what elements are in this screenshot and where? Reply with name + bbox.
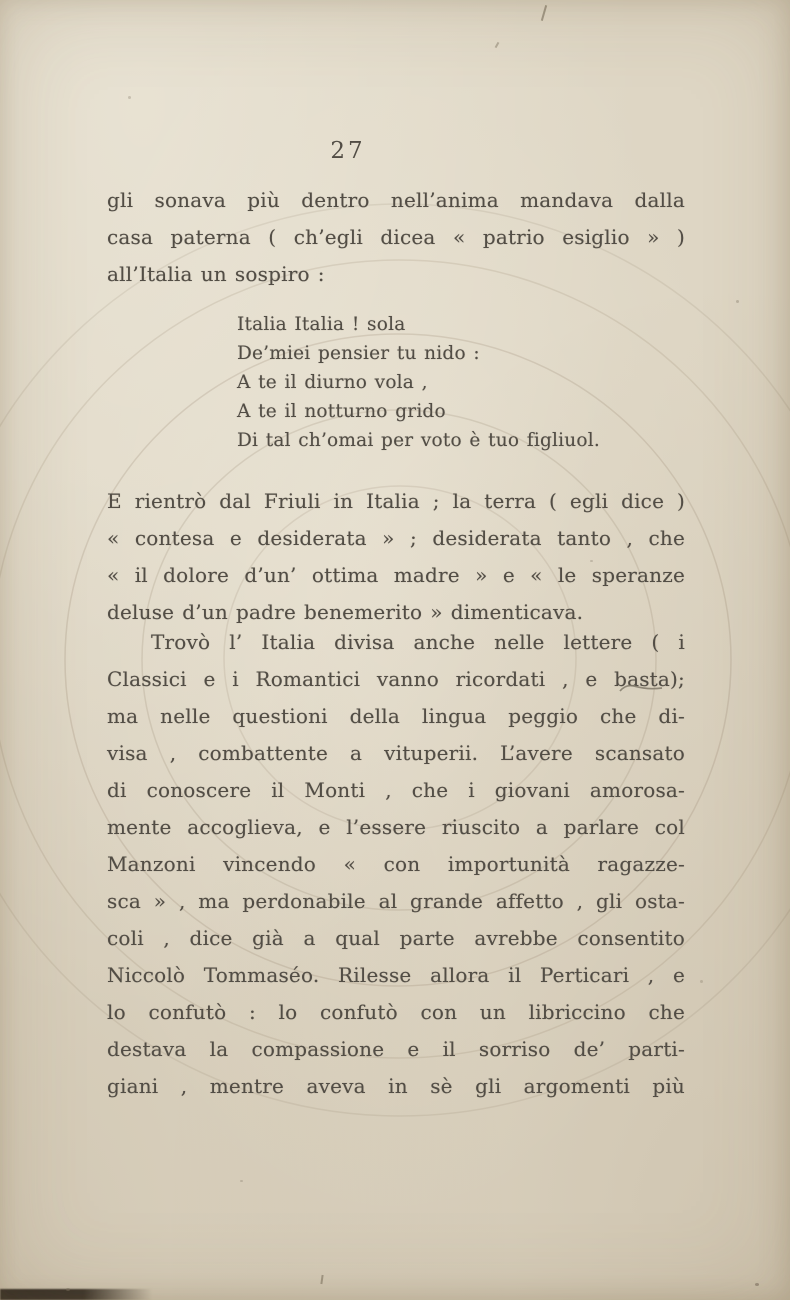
text-line: deluse d’un padre benemerito » dimenticava. — [107, 600, 584, 624]
paragraph-2 — [107, 483, 685, 631]
text-line: coli , dice già a qual parte avrebbe consentito — [107, 926, 685, 950]
text-line: di conoscere il Monti , che i giovani amorosa- — [107, 778, 685, 802]
paper-speck — [128, 96, 131, 99]
paper-speck — [541, 5, 547, 21]
text-line: Trovò l’ Italia divisa anche nelle lettere ( i — [151, 630, 685, 654]
text-line: all’Italia un sospiro : — [107, 262, 325, 286]
paper-speck — [495, 42, 500, 48]
paper-speck — [700, 980, 703, 983]
poem-line: Di tal ch’omai per voto è tuo figliuol. — [237, 430, 600, 451]
text-line: Niccolò Tommaséo. Rilesse allora il Perticari , e — [107, 963, 685, 987]
paper-speck — [240, 1180, 243, 1182]
poem-line: Italia Italia ! sola — [237, 314, 406, 335]
paper-speck — [590, 560, 593, 562]
poem-quote — [237, 310, 657, 455]
paper-speck — [755, 1283, 759, 1286]
paper-speck — [66, 1288, 70, 1291]
text-line: lo confutò : lo confutò con un libriccino che — [107, 1000, 685, 1024]
text-line: destava la compassione e il sorriso de’ parti- — [107, 1037, 685, 1061]
text-line: ma nelle questioni della lingua peggio che di- — [107, 704, 685, 728]
text-line: visa , combattente a vituperii. L’avere scansato — [107, 741, 685, 765]
text-line: giani , mentre aveva in sè gli argomenti più — [107, 1074, 685, 1098]
text-line: « il dolore d’un’ ottima madre » e « le speranze — [107, 563, 685, 587]
text-line: Manzoni vincendo « con importunità ragazze- — [107, 852, 685, 876]
text-line: Classici e i Romantici vanno ricordati , e basta); — [107, 667, 685, 691]
paper-speck — [320, 1275, 323, 1284]
paragraph-3 — [107, 624, 685, 1105]
page-number: 27 — [330, 138, 366, 164]
text-line: sca » , ma perdonabile al grande affetto , gli osta- — [107, 889, 685, 913]
text-line: mente accoglieva, e l’essere riuscito a parlare col — [107, 815, 685, 839]
text-line: gli sonava più dentro nell’anima mandava dalla — [107, 188, 685, 212]
paper-speck — [736, 300, 739, 303]
paragraph-1 — [107, 182, 685, 293]
poem-line: A te il diurno vola , — [237, 372, 428, 393]
poem-line: De’miei pensier tu nido : — [237, 343, 480, 364]
poem-line: A te il notturno grido — [237, 401, 446, 422]
text-line: « contesa e desiderata » ; desiderata tanto , che — [107, 526, 685, 550]
scan-edge-shadow — [0, 1289, 152, 1300]
text-line: E rientrò dal Friuli in Italia ; la terra ( egli dice ) — [107, 489, 685, 513]
text-line: casa paterna ( ch’egli dicea « patrio esiglio » ) — [107, 225, 685, 249]
